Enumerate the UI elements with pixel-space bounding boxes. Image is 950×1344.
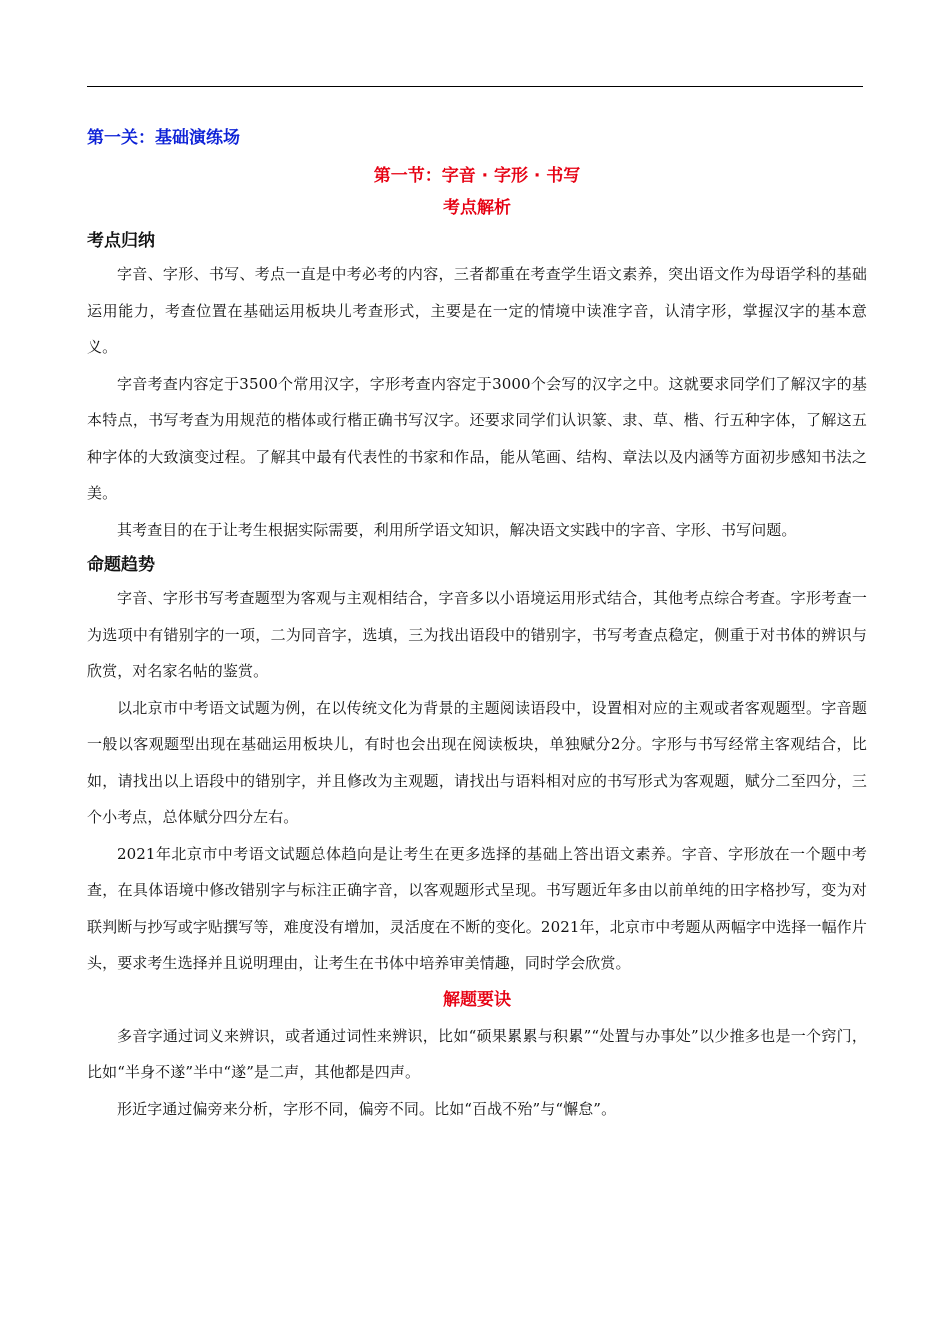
- summary-heading: 考点归纳: [87, 231, 155, 251]
- trend-heading: 命题趋势: [87, 555, 155, 575]
- chapter-heading: 第一关：基础演练场: [87, 128, 240, 148]
- summary-paragraph: 字音、字形、书写、考点一直是中考必考的内容，三者都重在考查学生语文素养，突出语文作为母语学科的基础运用能力，考查位置在基础运用板块儿考查形式，主要是在一定的情境中读准字音，认清字形，掌握汉字的基本意义。: [87, 265, 867, 356]
- tips-heading: 解题要诀: [443, 989, 511, 1010]
- summary-paragraph: 字音考查内容定于3500个常用汉字，字形考查内容定于3000个会写的汉字之中。这就要求同学们了解汉字的基本特点，书写考查为用规范的楷体或行楷正确书写汉字。还要求同学们认识篆、隶、草、楷、行五种字体，了解这五种字体的大致演变过程。了解其中最有代表性的书家和作品，能从笔画、结构、章法以及内涵等方面初步感知书法之美。: [87, 374, 867, 502]
- section-title: 第一节：字音 · 字形 · 书写: [373, 166, 581, 186]
- trend-paragraph: 以北京市中考语文试题为例，在以传统文化为背景的主题阅读语段中，设置相对应的主观或者客观题型。字音题一般以客观题型出现在基础运用板块儿，有时也会出现在阅读板块，单独赋分2分。字形与书写经常主客观结合，比如，请找出以上语段中的错别字，并且修改为主观题，请找出与语料相对应的书写形式为客观题，赋分二至四分，三个小考点，总体赋分四分左右。: [87, 698, 867, 826]
- summary-paragraph: 其考查目的在于让考生根据实际需要，利用所学语文知识，解决语文实践中的字音、字形、书写问题。: [117, 520, 797, 539]
- tips-paragraph: 多音字通过词义来辨识，或者通过词性来辨识，比如“硕果累累与积累”“处置与办事处”以少推多也是一个窍门，比如“半身不遂”半中“遂”是二声，其他都是四声。: [87, 1026, 867, 1081]
- trend-paragraph: 2021年北京市中考语文试题总体趋向是让考生在更多选择的基础上答出语文素养。字音、字形放在一个题中考查，在具体语境中修改错别字与标注正确字音，以客观题形式呈现。书写题近年多由以前单纯的田字格抄写，变为对联判断与抄写或字贴撰写等，难度没有增加，灵活度在不断的变化。2021年，北京市中考题从两幅字中选择一幅作片头，要求考生选择并且说明理由，让考生在书体中培养审美情趣，同时学会欣赏。: [87, 844, 867, 972]
- trend-paragraph: 字音、字形书写考查题型为客观与主观相结合，字音多以小语境运用形式结合，其他考点综合考查。字形考查一为选项中有错别字的一项，二为同音字，选填，三为找出语段中的错别字，书写考查点稳定，侧重于对书体的辨识与欣赏，对名家名帖的鉴赏。: [87, 589, 867, 680]
- tips-paragraph: 形近字通过偏旁来分析，字形不同，偏旁不同。比如“百战不殆”与“懈怠”。: [117, 1099, 617, 1118]
- header-rule: [87, 86, 863, 87]
- document-body: [87, 124, 867, 1127]
- analysis-title: 考点解析: [443, 198, 511, 218]
